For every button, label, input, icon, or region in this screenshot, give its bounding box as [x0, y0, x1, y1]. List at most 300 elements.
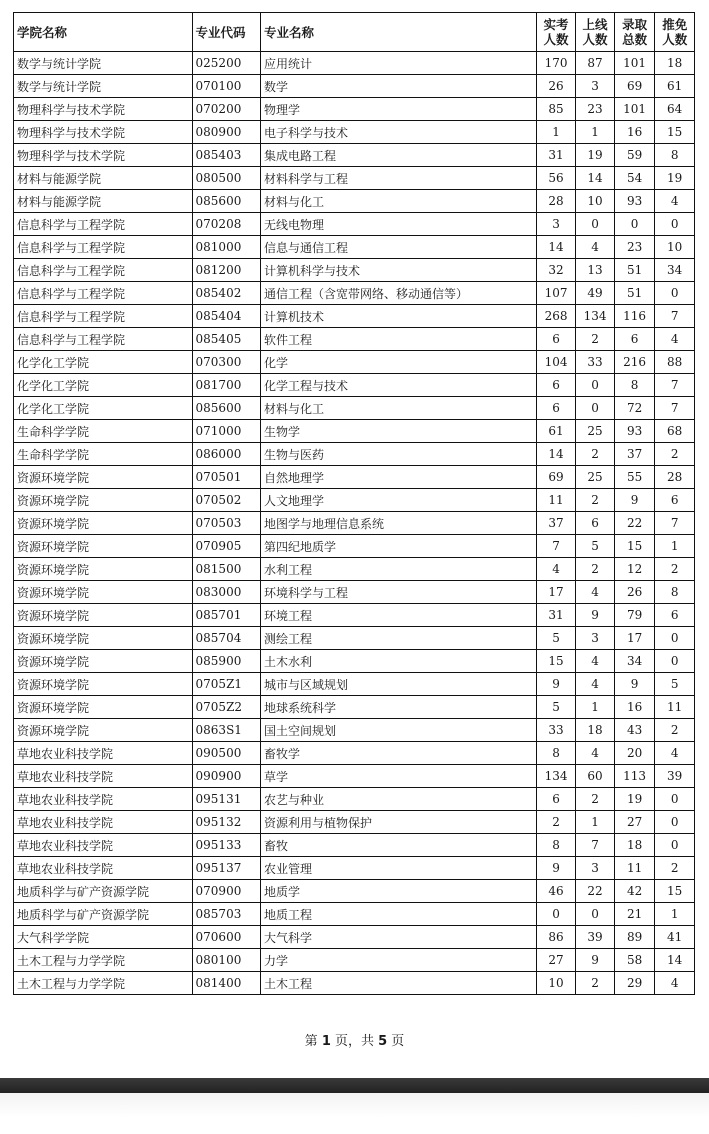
- cell-exam-count: 134: [536, 765, 576, 788]
- cell-recommended-count: 7: [655, 397, 695, 420]
- cell-pass-count: 2: [576, 558, 614, 581]
- cell-exam-count: 1: [536, 121, 576, 144]
- cell-exam-count: 69: [536, 466, 576, 489]
- cell-major: 土木工程: [260, 972, 536, 995]
- cell-major: 数学: [260, 75, 536, 98]
- cell-recommended-count: 39: [655, 765, 695, 788]
- cell-code: 070502: [192, 489, 260, 512]
- cell-college: 资源环境学院: [14, 558, 193, 581]
- cell-admit-total: 34: [614, 650, 655, 673]
- cell-pass-count: 134: [576, 305, 614, 328]
- table-row: [14, 719, 695, 742]
- cell-exam-count: 28: [536, 190, 576, 213]
- cell-major: 化学工程与技术: [260, 374, 536, 397]
- cell-recommended-count: 11: [655, 696, 695, 719]
- cell-code: 081500: [192, 558, 260, 581]
- cell-pass-count: 1: [576, 696, 614, 719]
- cell-code: 070900: [192, 880, 260, 903]
- cell-college: 资源环境学院: [14, 489, 193, 512]
- cell-admit-total: 93: [614, 420, 655, 443]
- cell-code: 070501: [192, 466, 260, 489]
- cell-pass-count: 2: [576, 489, 614, 512]
- cell-code: 085703: [192, 903, 260, 926]
- cell-college: 化学化工学院: [14, 374, 193, 397]
- cell-major: 集成电路工程: [260, 144, 536, 167]
- cell-admit-total: 89: [614, 926, 655, 949]
- cell-pass-count: 4: [576, 236, 614, 259]
- table-row: [14, 535, 695, 558]
- table-row: [14, 351, 695, 374]
- cell-recommended-count: 34: [655, 259, 695, 282]
- cell-admit-total: 12: [614, 558, 655, 581]
- cell-code: 080500: [192, 167, 260, 190]
- cell-exam-count: 8: [536, 742, 576, 765]
- cell-exam-count: 33: [536, 719, 576, 742]
- cell-exam-count: 10: [536, 972, 576, 995]
- cell-college: 资源环境学院: [14, 535, 193, 558]
- cell-college: 土木工程与力学学院: [14, 949, 193, 972]
- cell-college: 物理科学与技术学院: [14, 144, 193, 167]
- cell-major: 资源利用与植物保护: [260, 811, 536, 834]
- cell-major: 地图学与地理信息系统: [260, 512, 536, 535]
- cell-admit-total: 9: [614, 673, 655, 696]
- header-rec-line2: 人数: [662, 32, 688, 47]
- cell-college: 生命科学学院: [14, 443, 193, 466]
- table-row: [14, 328, 695, 351]
- cell-major: 电子科学与技术: [260, 121, 536, 144]
- cell-admit-total: 72: [614, 397, 655, 420]
- cell-pass-count: 19: [576, 144, 614, 167]
- current-page-number: 1: [321, 1034, 331, 1049]
- cell-exam-count: 85: [536, 98, 576, 121]
- cell-recommended-count: 0: [655, 627, 695, 650]
- cell-recommended-count: 7: [655, 305, 695, 328]
- table-row: [14, 650, 695, 673]
- cell-major: 信息与通信工程: [260, 236, 536, 259]
- table-row: [14, 972, 695, 995]
- cell-pass-count: 18: [576, 719, 614, 742]
- cell-code: 095131: [192, 788, 260, 811]
- cell-recommended-count: 15: [655, 880, 695, 903]
- cell-admit-total: 43: [614, 719, 655, 742]
- cell-recommended-count: 15: [655, 121, 695, 144]
- cell-exam-count: 32: [536, 259, 576, 282]
- cell-recommended-count: 6: [655, 489, 695, 512]
- cell-code: 081200: [192, 259, 260, 282]
- cell-major: 自然地理学: [260, 466, 536, 489]
- table-row: [14, 144, 695, 167]
- cell-exam-count: 17: [536, 581, 576, 604]
- cell-code: 090900: [192, 765, 260, 788]
- cell-college: 信息科学与工程学院: [14, 328, 193, 351]
- cell-college: 物理科学与技术学院: [14, 121, 193, 144]
- cell-admit-total: 101: [614, 52, 655, 75]
- cell-exam-count: 11: [536, 489, 576, 512]
- cell-code: 085403: [192, 144, 260, 167]
- cell-recommended-count: 2: [655, 443, 695, 466]
- table-row: [14, 696, 695, 719]
- cell-college: 材料与能源学院: [14, 190, 193, 213]
- cell-code: 085701: [192, 604, 260, 627]
- cell-exam-count: 8: [536, 834, 576, 857]
- cell-exam-count: 6: [536, 788, 576, 811]
- cell-college: 数学与统计学院: [14, 75, 193, 98]
- cell-recommended-count: 0: [655, 282, 695, 305]
- cell-pass-count: 60: [576, 765, 614, 788]
- cell-college: 草地农业科技学院: [14, 857, 193, 880]
- cell-admit-total: 9: [614, 489, 655, 512]
- cell-exam-count: 15: [536, 650, 576, 673]
- cell-pass-count: 25: [576, 466, 614, 489]
- cell-pass-count: 0: [576, 903, 614, 926]
- cell-college: 资源环境学院: [14, 627, 193, 650]
- table-row: [14, 857, 695, 880]
- cell-pass-count: 0: [576, 213, 614, 236]
- cell-pass-count: 14: [576, 167, 614, 190]
- cell-recommended-count: 4: [655, 972, 695, 995]
- cell-major: 化学: [260, 351, 536, 374]
- cell-pass-count: 10: [576, 190, 614, 213]
- header-pass-line2: 人数: [582, 32, 608, 47]
- cell-admit-total: 93: [614, 190, 655, 213]
- cell-major: 物理学: [260, 98, 536, 121]
- cell-recommended-count: 14: [655, 949, 695, 972]
- cell-exam-count: 46: [536, 880, 576, 903]
- cell-major: 计算机科学与技术: [260, 259, 536, 282]
- cell-admit-total: 6: [614, 328, 655, 351]
- cell-code: 090500: [192, 742, 260, 765]
- table-row: [14, 190, 695, 213]
- cell-major: 测绘工程: [260, 627, 536, 650]
- cell-exam-count: 27: [536, 949, 576, 972]
- cell-exam-count: 5: [536, 696, 576, 719]
- cell-exam-count: 26: [536, 75, 576, 98]
- table-row: [14, 788, 695, 811]
- cell-code: 083000: [192, 581, 260, 604]
- cell-pass-count: 23: [576, 98, 614, 121]
- cell-recommended-count: 88: [655, 351, 695, 374]
- cell-exam-count: 56: [536, 167, 576, 190]
- cell-major: 计算机技术: [260, 305, 536, 328]
- table-row: [14, 443, 695, 466]
- cell-college: 资源环境学院: [14, 512, 193, 535]
- cell-major: 环境科学与工程: [260, 581, 536, 604]
- cell-major: 国土空间规划: [260, 719, 536, 742]
- cell-recommended-count: 6: [655, 604, 695, 627]
- cell-college: 物理科学与技术学院: [14, 98, 193, 121]
- admissions-table: [13, 12, 695, 995]
- cell-recommended-count: 64: [655, 98, 695, 121]
- cell-admit-total: 113: [614, 765, 655, 788]
- cell-code: 081000: [192, 236, 260, 259]
- table-row: [14, 742, 695, 765]
- cell-exam-count: 170: [536, 52, 576, 75]
- cell-pass-count: 49: [576, 282, 614, 305]
- table-row: [14, 765, 695, 788]
- cell-code: 085405: [192, 328, 260, 351]
- table-row: [14, 880, 695, 903]
- cell-admit-total: 59: [614, 144, 655, 167]
- cell-recommended-count: 18: [655, 52, 695, 75]
- cell-major: 大气科学: [260, 926, 536, 949]
- cell-college: 资源环境学院: [14, 673, 193, 696]
- cell-pass-count: 2: [576, 788, 614, 811]
- cell-recommended-count: 2: [655, 719, 695, 742]
- header-admit-line1: 录取: [622, 17, 648, 32]
- cell-major: 地质工程: [260, 903, 536, 926]
- cell-exam-count: 31: [536, 144, 576, 167]
- cell-exam-count: 14: [536, 236, 576, 259]
- cell-recommended-count: 1: [655, 535, 695, 558]
- cell-recommended-count: 68: [655, 420, 695, 443]
- cell-college: 草地农业科技学院: [14, 811, 193, 834]
- cell-major: 土木水利: [260, 650, 536, 673]
- cell-recommended-count: 0: [655, 788, 695, 811]
- table-row: [14, 604, 695, 627]
- cell-major: 软件工程: [260, 328, 536, 351]
- cell-exam-count: 6: [536, 328, 576, 351]
- cell-admit-total: 216: [614, 351, 655, 374]
- cell-pass-count: 7: [576, 834, 614, 857]
- cell-code: 086000: [192, 443, 260, 466]
- cell-exam-count: 14: [536, 443, 576, 466]
- cell-college: 材料与能源学院: [14, 167, 193, 190]
- cell-exam-count: 104: [536, 351, 576, 374]
- cell-pass-count: 2: [576, 443, 614, 466]
- header-admit-total: [614, 13, 655, 52]
- cell-code: 071000: [192, 420, 260, 443]
- cell-college: 生命科学学院: [14, 420, 193, 443]
- cell-recommended-count: 4: [655, 328, 695, 351]
- footer-prefix: 第: [304, 1034, 322, 1049]
- cell-pass-count: 25: [576, 420, 614, 443]
- cell-major: 第四纪地质学: [260, 535, 536, 558]
- cell-recommended-count: 5: [655, 673, 695, 696]
- cell-pass-count: 3: [576, 75, 614, 98]
- header-exam-count: [536, 13, 576, 52]
- total-page-number: 5: [378, 1034, 388, 1049]
- cell-exam-count: 37: [536, 512, 576, 535]
- cell-college: 草地农业科技学院: [14, 765, 193, 788]
- table-row: [14, 834, 695, 857]
- cell-pass-count: 4: [576, 581, 614, 604]
- cell-major: 人文地理学: [260, 489, 536, 512]
- cell-recommended-count: 2: [655, 558, 695, 581]
- table-body: [14, 52, 695, 995]
- table-row: [14, 466, 695, 489]
- viewer-bottom-bar: [0, 1078, 709, 1093]
- table-row: [14, 75, 695, 98]
- cell-recommended-count: 0: [655, 811, 695, 834]
- cell-pass-count: 5: [576, 535, 614, 558]
- cell-major: 材料科学与工程: [260, 167, 536, 190]
- cell-major: 农艺与种业: [260, 788, 536, 811]
- cell-pass-count: 13: [576, 259, 614, 282]
- cell-major: 生物与医药: [260, 443, 536, 466]
- page-shadow: [0, 1093, 709, 1134]
- cell-pass-count: 33: [576, 351, 614, 374]
- cell-code: 025200: [192, 52, 260, 75]
- cell-college: 资源环境学院: [14, 719, 193, 742]
- cell-admit-total: 20: [614, 742, 655, 765]
- cell-recommended-count: 1: [655, 903, 695, 926]
- cell-code: 085402: [192, 282, 260, 305]
- table-row: [14, 305, 695, 328]
- cell-college: 地质科学与矿产资源学院: [14, 903, 193, 926]
- cell-recommended-count: 0: [655, 834, 695, 857]
- cell-code: 0863S1: [192, 719, 260, 742]
- cell-exam-count: 4: [536, 558, 576, 581]
- cell-admit-total: 0: [614, 213, 655, 236]
- cell-admit-total: 55: [614, 466, 655, 489]
- cell-major: 畜牧学: [260, 742, 536, 765]
- cell-exam-count: 5: [536, 627, 576, 650]
- table-row: [14, 489, 695, 512]
- cell-pass-count: 4: [576, 673, 614, 696]
- table-row: [14, 949, 695, 972]
- cell-code: 0705Z2: [192, 696, 260, 719]
- cell-code: 070300: [192, 351, 260, 374]
- cell-code: 095137: [192, 857, 260, 880]
- cell-college: 资源环境学院: [14, 696, 193, 719]
- cell-code: 085600: [192, 397, 260, 420]
- cell-college: 资源环境学院: [14, 581, 193, 604]
- cell-recommended-count: 61: [655, 75, 695, 98]
- cell-exam-count: 9: [536, 857, 576, 880]
- cell-exam-count: 86: [536, 926, 576, 949]
- cell-college: 化学化工学院: [14, 397, 193, 420]
- cell-major: 地质学: [260, 880, 536, 903]
- table-header: [14, 13, 695, 52]
- cell-exam-count: 2: [536, 811, 576, 834]
- cell-college: 信息科学与工程学院: [14, 259, 193, 282]
- cell-major: 应用统计: [260, 52, 536, 75]
- cell-pass-count: 2: [576, 972, 614, 995]
- cell-exam-count: 9: [536, 673, 576, 696]
- cell-recommended-count: 2: [655, 857, 695, 880]
- footer-suffix: 页: [387, 1034, 405, 1049]
- cell-college: 草地农业科技学院: [14, 834, 193, 857]
- cell-code: 070200: [192, 98, 260, 121]
- cell-admit-total: 26: [614, 581, 655, 604]
- cell-college: 信息科学与工程学院: [14, 282, 193, 305]
- cell-code: 085704: [192, 627, 260, 650]
- cell-pass-count: 3: [576, 857, 614, 880]
- table-row: [14, 581, 695, 604]
- cell-admit-total: 16: [614, 696, 655, 719]
- cell-code: 095133: [192, 834, 260, 857]
- cell-code: 070503: [192, 512, 260, 535]
- cell-pass-count: 2: [576, 328, 614, 351]
- cell-major: 材料与化工: [260, 397, 536, 420]
- cell-pass-count: 9: [576, 604, 614, 627]
- cell-recommended-count: 28: [655, 466, 695, 489]
- cell-exam-count: 7: [536, 535, 576, 558]
- cell-pass-count: 22: [576, 880, 614, 903]
- cell-college: 地质科学与矿产资源学院: [14, 880, 193, 903]
- cell-admit-total: 22: [614, 512, 655, 535]
- cell-recommended-count: 19: [655, 167, 695, 190]
- cell-admit-total: 58: [614, 949, 655, 972]
- cell-college: 资源环境学院: [14, 650, 193, 673]
- cell-recommended-count: 7: [655, 374, 695, 397]
- table-row: [14, 236, 695, 259]
- cell-admit-total: 69: [614, 75, 655, 98]
- header-major: 专业名称: [260, 13, 536, 52]
- footer-middle: 页，共: [330, 1034, 379, 1049]
- cell-pass-count: 87: [576, 52, 614, 75]
- cell-code: 085900: [192, 650, 260, 673]
- cell-college: 草地农业科技学院: [14, 788, 193, 811]
- cell-admit-total: 54: [614, 167, 655, 190]
- header-row: [14, 13, 695, 52]
- cell-admit-total: 101: [614, 98, 655, 121]
- cell-major: 农业管理: [260, 857, 536, 880]
- cell-pass-count: 1: [576, 811, 614, 834]
- table-row: [14, 420, 695, 443]
- cell-college: 土木工程与力学学院: [14, 972, 193, 995]
- header-pass-line1: 上线: [582, 17, 608, 32]
- table-row: [14, 213, 695, 236]
- cell-major: 畜牧: [260, 834, 536, 857]
- header-recommended-count: [655, 13, 695, 52]
- cell-admit-total: 18: [614, 834, 655, 857]
- table-row: [14, 558, 695, 581]
- cell-admit-total: 16: [614, 121, 655, 144]
- cell-exam-count: 61: [536, 420, 576, 443]
- cell-major: 力学: [260, 949, 536, 972]
- cell-admit-total: 116: [614, 305, 655, 328]
- cell-recommended-count: 0: [655, 213, 695, 236]
- cell-college: 化学化工学院: [14, 351, 193, 374]
- header-exam-line1: 实考: [543, 17, 569, 32]
- cell-pass-count: 0: [576, 374, 614, 397]
- cell-major: 草学: [260, 765, 536, 788]
- header-rec-line1: 推免: [662, 17, 688, 32]
- cell-admit-total: 51: [614, 259, 655, 282]
- cell-admit-total: 17: [614, 627, 655, 650]
- cell-pass-count: 6: [576, 512, 614, 535]
- cell-admit-total: 27: [614, 811, 655, 834]
- cell-pass-count: 4: [576, 650, 614, 673]
- cell-pass-count: 39: [576, 926, 614, 949]
- cell-exam-count: 268: [536, 305, 576, 328]
- cell-admit-total: 29: [614, 972, 655, 995]
- cell-college: 资源环境学院: [14, 466, 193, 489]
- table-row: [14, 926, 695, 949]
- table-row: [14, 259, 695, 282]
- cell-admit-total: 79: [614, 604, 655, 627]
- header-code: 专业代码: [192, 13, 260, 52]
- cell-college: 草地农业科技学院: [14, 742, 193, 765]
- cell-admit-total: 21: [614, 903, 655, 926]
- cell-exam-count: 31: [536, 604, 576, 627]
- cell-exam-count: 3: [536, 213, 576, 236]
- header-exam-line2: 人数: [543, 32, 569, 47]
- cell-major: 环境工程: [260, 604, 536, 627]
- cell-recommended-count: 4: [655, 190, 695, 213]
- cell-code: 085600: [192, 190, 260, 213]
- cell-admit-total: 15: [614, 535, 655, 558]
- cell-pass-count: 9: [576, 949, 614, 972]
- cell-college: 信息科学与工程学院: [14, 236, 193, 259]
- cell-college: 资源环境学院: [14, 604, 193, 627]
- cell-code: 070600: [192, 926, 260, 949]
- cell-recommended-count: 41: [655, 926, 695, 949]
- cell-exam-count: 6: [536, 397, 576, 420]
- cell-college: 大气科学学院: [14, 926, 193, 949]
- cell-code: 095132: [192, 811, 260, 834]
